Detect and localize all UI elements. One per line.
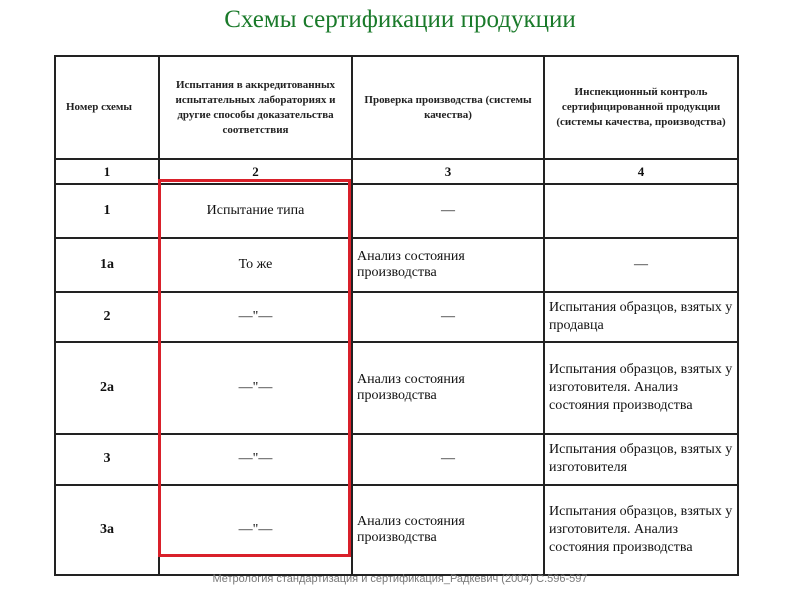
lab-testing-cell: —"— (159, 485, 352, 575)
scheme-number: 2 (55, 292, 159, 342)
production-check-cell: — (352, 434, 544, 486)
lab-testing-cell: —"— (159, 434, 352, 486)
table-row (55, 485, 738, 575)
production-check-cell: — (352, 184, 544, 238)
header-inspection-control: Инспекционный контроль сертифицированной продукции (системы качества, производства) (544, 56, 738, 159)
inspection-cell (544, 184, 738, 238)
header-lab-testing: Испытания в аккредитованных испытательных лабораториях и другие способы доказательства соответствия (159, 56, 352, 159)
column-number: 4 (544, 159, 738, 184)
column-number: 2 (159, 159, 352, 184)
inspection-cell: Испытания образцов, взятых у продавца (544, 292, 738, 342)
column-number: 1 (55, 159, 159, 184)
scheme-number: 3а (55, 485, 159, 575)
production-check-cell: Анализ состояния производства (352, 342, 544, 434)
table-row (55, 342, 738, 434)
lab-testing-cell: Испытание типа (159, 184, 352, 238)
source-citation: Метрология стандартизация и сертификация_Радкевич (2004) С.596-597 (212, 573, 588, 585)
table-row (55, 434, 738, 486)
header-row (55, 56, 738, 159)
production-check-cell: — (352, 292, 544, 342)
inspection-cell: — (544, 238, 738, 293)
header-scheme-number: Номер схемы (55, 56, 159, 159)
slide-title: Схемы сертификации продукции (224, 6, 576, 33)
table-row (55, 238, 738, 293)
scheme-number: 1а (55, 238, 159, 293)
column-number: 3 (352, 159, 544, 184)
scheme-number: 1 (55, 184, 159, 238)
certification-schemes-table (54, 55, 739, 576)
lab-testing-cell: То же (159, 238, 352, 293)
inspection-cell: Испытания образцов, взятых у изготовителя. Анализ состояния производства (544, 485, 738, 575)
header-production-check: Проверка производства (системы качества) (352, 56, 544, 159)
scheme-number: 2а (55, 342, 159, 434)
inspection-cell: Испытания образцов, взятых у изготовителя. Анализ состояния производства (544, 342, 738, 434)
production-check-cell: Анализ состояния производства (352, 485, 544, 575)
lab-testing-cell: —"— (159, 292, 352, 342)
lab-testing-cell: —"— (159, 342, 352, 434)
production-check-cell: Анализ состояния производства (352, 238, 544, 293)
scheme-number: 3 (55, 434, 159, 486)
table-row (55, 184, 738, 238)
column-number-row (55, 159, 738, 184)
table-row (55, 292, 738, 342)
inspection-cell: Испытания образцов, взятых у изготовителя (544, 434, 738, 486)
